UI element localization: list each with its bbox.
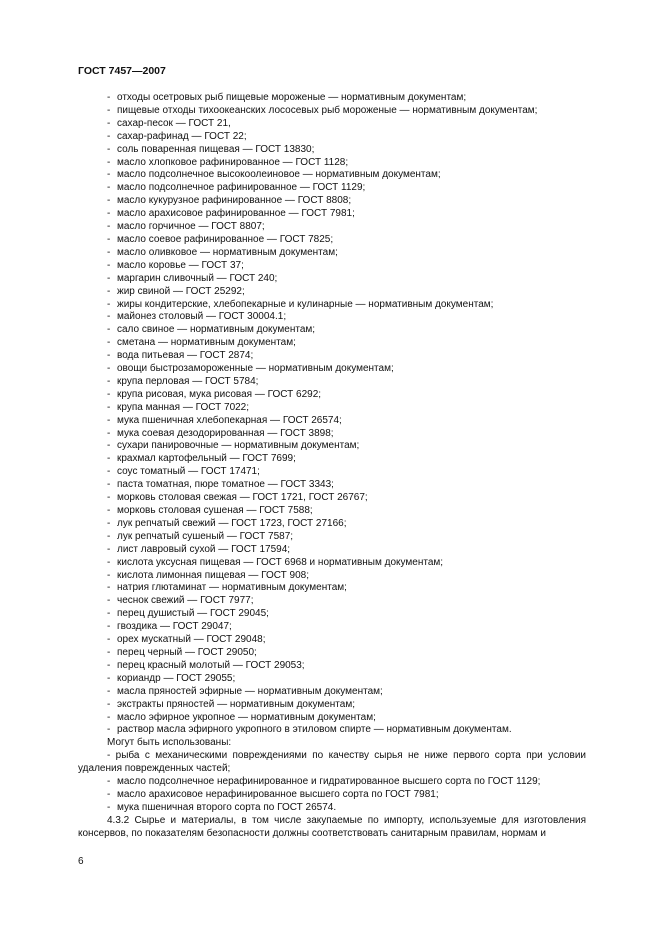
list-item-text: морковь столовая свежая — ГОСТ 1721, ГОСТ 26767;	[117, 492, 368, 504]
list-item	[78, 802, 586, 815]
list-item-text: кориандр — ГОСТ 29055;	[117, 672, 236, 684]
list-dash: -	[107, 582, 111, 594]
list-item-text: мука соевая дезодорированная — ГОСТ 3898;	[117, 427, 334, 439]
list-item-text: крахмал картофельный — ГОСТ 7699;	[117, 453, 296, 465]
list-dash: -	[107, 182, 111, 194]
list-item-text: орех мускатный — ГОСТ 29048;	[117, 634, 266, 646]
list-item	[78, 428, 586, 441]
list-dash: -	[107, 104, 111, 116]
list-item	[78, 570, 586, 583]
list-dash: -	[107, 169, 111, 181]
list-dash: -	[107, 492, 111, 504]
list-item	[78, 311, 586, 324]
list-item	[78, 557, 586, 570]
list-dash: -	[107, 285, 111, 297]
list-dash: -	[107, 388, 111, 400]
list-item	[78, 299, 586, 312]
list-dash: -	[107, 788, 111, 800]
may-use-intro: Могут быть использованы:	[107, 737, 232, 749]
list-item-text: сметана — нормативным документам;	[117, 337, 296, 349]
list-item-text: соус томатный — ГОСТ 17471;	[117, 466, 260, 478]
list-item-text: масло горчичное — ГОСТ 8807;	[117, 221, 265, 233]
list-item-text: масло арахисовое рафинированное — ГОСТ 7981;	[117, 208, 355, 220]
may-use-item-fish: - рыба с механическими повреждениями по качеству сырья не ниже первого сорта при условии удаления поврежденных частей;	[78, 750, 586, 775]
list-item-text: сахар-песок — ГОСТ 21,	[117, 117, 231, 129]
list-item	[78, 621, 586, 634]
list-dash: -	[107, 324, 111, 336]
list-dash: -	[107, 453, 111, 465]
list-dash: -	[107, 569, 111, 581]
list-item-text: масло подсолнечное высокоолеиновое — нормативным документам;	[117, 169, 441, 181]
list-item-text: пищевые отходы тихоокеанских лососевых рыб мороженые — нормативным документам;	[117, 104, 538, 116]
list-item-text: сухари панировочные — нормативным документам;	[117, 440, 360, 452]
ingredient-list	[78, 92, 586, 737]
list-item-text: масло коровье — ГОСТ 37;	[117, 259, 244, 271]
list-item-text: лук репчатый свежий — ГОСТ 1723, ГОСТ 27166;	[117, 517, 347, 529]
list-item-text: крупа манная — ГОСТ 7022;	[117, 401, 250, 413]
list-dash: -	[107, 634, 111, 646]
list-item-text: масло кукурузное рафинированное — ГОСТ 8808;	[117, 195, 352, 207]
list-dash: -	[107, 156, 111, 168]
list-item-text: чеснок свежий — ГОСТ 7977;	[117, 595, 254, 607]
list-item-text: кислота уксусная пищевая — ГОСТ 6968 и нормативным документам;	[117, 556, 444, 568]
list-item-text: масло хлопковое рафинированное — ГОСТ 1128;	[117, 156, 349, 168]
list-item-text: масло эфирное укропное — нормативным документам;	[117, 711, 376, 723]
list-dash: -	[107, 401, 111, 413]
list-item-text: паста томатная, пюре томатное — ГОСТ 3343;	[117, 479, 334, 491]
list-item	[78, 247, 586, 260]
list-dash: -	[107, 221, 111, 233]
list-item	[78, 324, 586, 337]
list-item	[78, 595, 586, 608]
list-dash: -	[107, 259, 111, 271]
list-item	[78, 724, 586, 737]
list-item	[78, 131, 586, 144]
list-item	[78, 505, 586, 518]
list-item	[78, 647, 586, 660]
list-dash: -	[107, 646, 111, 658]
list-item-text: мука пшеничная второго сорта по ГОСТ 26574.	[117, 801, 337, 813]
list-dash: -	[107, 246, 111, 258]
list-item-text: масла пряностей эфирные — нормативным документам;	[117, 685, 383, 697]
list-item	[78, 286, 586, 299]
list-dash: -	[107, 621, 111, 633]
list-item-text: перец красный молотый — ГОСТ 29053;	[117, 659, 305, 671]
list-item	[78, 182, 586, 195]
list-item-text: натрия глютаминат — нормативным документам;	[117, 582, 347, 594]
list-dash: -	[107, 556, 111, 568]
list-item-text: масло арахисовое нерафинированное высшего сорта по ГОСТ 7981;	[117, 788, 439, 800]
list-item-text: сало свиное — нормативным документам;	[117, 324, 316, 336]
list-item	[78, 169, 586, 182]
list-dash: -	[107, 505, 111, 516]
list-dash: -	[107, 208, 111, 220]
list-item-text: гвоздика — ГОСТ 29047;	[117, 621, 232, 633]
list-item	[78, 789, 586, 802]
list-item	[78, 608, 586, 621]
list-item	[78, 440, 586, 453]
list-item-text: перец душистый — ГОСТ 29045;	[117, 608, 269, 620]
list-item-text: сахар-рафинад — ГОСТ 22;	[117, 130, 247, 142]
list-item	[78, 234, 586, 247]
list-dash: -	[107, 698, 111, 710]
list-dash: -	[107, 659, 111, 671]
list-dash: -	[107, 517, 111, 529]
list-item	[78, 402, 586, 415]
list-dash: -	[107, 92, 111, 103]
list-dash: -	[107, 466, 111, 478]
list-item-text: соль поваренная пищевая — ГОСТ 13830;	[117, 143, 315, 155]
list-item	[78, 582, 586, 595]
list-item-text: масло соевое рафинированное — ГОСТ 7825;	[117, 233, 334, 245]
list-item	[78, 712, 586, 725]
list-item-text: майонез столовый — ГОСТ 30004.1;	[117, 311, 287, 323]
list-item-text: жир свиной — ГОСТ 25292;	[117, 285, 245, 297]
list-item	[78, 466, 586, 479]
document-body	[78, 92, 586, 841]
list-item	[78, 699, 586, 712]
section-4-3-2-paragraph: 4.3.2 Сырье и материалы, в том числе закупаемые по импорту, используемые для изготовления консервов, по показателям безопасности должны соответствовать санитарным правилам, нормам и	[78, 814, 586, 839]
list-dash: -	[107, 117, 111, 129]
may-use-list	[78, 776, 586, 815]
list-item	[78, 92, 586, 105]
list-item-text: отходы осетровых рыб пищевые мороженые — нормативным документам;	[117, 92, 467, 103]
page-number: 6	[78, 856, 84, 867]
list-dash: -	[107, 530, 111, 542]
list-dash: -	[107, 440, 111, 452]
list-item	[78, 208, 586, 221]
list-item-text: экстракты пряностей — нормативным документам;	[117, 698, 355, 710]
list-dash: -	[107, 311, 111, 323]
list-item	[78, 195, 586, 208]
list-item-text: лист лавровый сухой — ГОСТ 17594;	[117, 543, 291, 555]
list-item	[78, 479, 586, 492]
list-dash: -	[107, 776, 111, 788]
list-item	[78, 660, 586, 673]
list-dash: -	[107, 350, 111, 362]
list-dash: -	[107, 298, 111, 310]
list-item-text: лук репчатый сушеный — ГОСТ 7587;	[117, 530, 294, 542]
list-item	[78, 453, 586, 466]
list-dash: -	[107, 337, 111, 349]
list-dash: -	[107, 543, 111, 555]
list-dash: -	[107, 724, 111, 736]
list-item	[78, 273, 586, 286]
list-item	[78, 144, 586, 157]
list-item	[78, 492, 586, 505]
list-item	[78, 221, 586, 234]
list-item-text: жиры кондитерские, хлебопекарные и кулинарные — нормативным документам;	[117, 298, 494, 310]
list-item-text: овощи быстрозамороженные — нормативным документам;	[117, 363, 394, 375]
list-dash: -	[107, 479, 111, 491]
list-item	[78, 531, 586, 544]
list-dash: -	[107, 130, 111, 142]
list-item-text: раствор масла эфирного укропного в этиловом спирте — нормативным документам.	[117, 724, 512, 736]
list-item	[78, 389, 586, 402]
list-item-text: мука пшеничная хлебопекарная — ГОСТ 26574;	[117, 414, 342, 426]
list-item	[78, 260, 586, 273]
list-item	[78, 686, 586, 699]
list-item	[78, 518, 586, 531]
list-dash: -	[107, 375, 111, 387]
list-item	[78, 350, 586, 363]
list-dash: -	[107, 363, 111, 375]
list-item-text: масло оливковое — нормативным документам;	[117, 246, 338, 258]
list-dash: -	[107, 414, 111, 426]
list-item	[78, 544, 586, 557]
list-item	[78, 105, 586, 118]
list-dash: -	[107, 595, 111, 607]
document-header: ГОСТ 7457—2007	[78, 65, 166, 77]
list-item-text: крупа рисовая, мука рисовая — ГОСТ 6292;	[117, 388, 322, 400]
list-dash: -	[107, 711, 111, 723]
list-item	[78, 157, 586, 170]
list-item	[78, 337, 586, 350]
list-item	[78, 673, 586, 686]
list-item	[78, 415, 586, 428]
list-dash: -	[107, 608, 111, 620]
list-item-text: кислота лимонная пищевая — ГОСТ 908;	[117, 569, 309, 581]
list-item-text: крупа перловая — ГОСТ 5784;	[117, 375, 259, 387]
list-dash: -	[107, 195, 111, 207]
list-dash: -	[107, 672, 111, 684]
list-dash: -	[107, 233, 111, 245]
list-dash: -	[107, 272, 111, 284]
list-item-text: перец черный — ГОСТ 29050;	[117, 646, 257, 658]
list-item-text: вода питьевая — ГОСТ 2874;	[117, 350, 254, 362]
list-item-text: маргарин сливочный — ГОСТ 240;	[117, 272, 278, 284]
list-item-text: масло подсолнечное нерафинированное и гидратированное высшего сорта по ГОСТ 1129;	[117, 776, 541, 788]
list-dash: -	[107, 685, 111, 697]
list-item-text: масло подсолнечное рафинированное — ГОСТ 1129;	[117, 182, 366, 194]
list-item	[78, 634, 586, 647]
list-dash: -	[107, 427, 111, 439]
list-item	[78, 376, 586, 389]
list-item-text: морковь столовая сушеная — ГОСТ 7588;	[117, 505, 313, 516]
list-item	[78, 776, 586, 789]
list-item	[78, 118, 586, 131]
list-dash: -	[107, 801, 111, 813]
list-item	[78, 363, 586, 376]
list-dash: -	[107, 143, 111, 155]
